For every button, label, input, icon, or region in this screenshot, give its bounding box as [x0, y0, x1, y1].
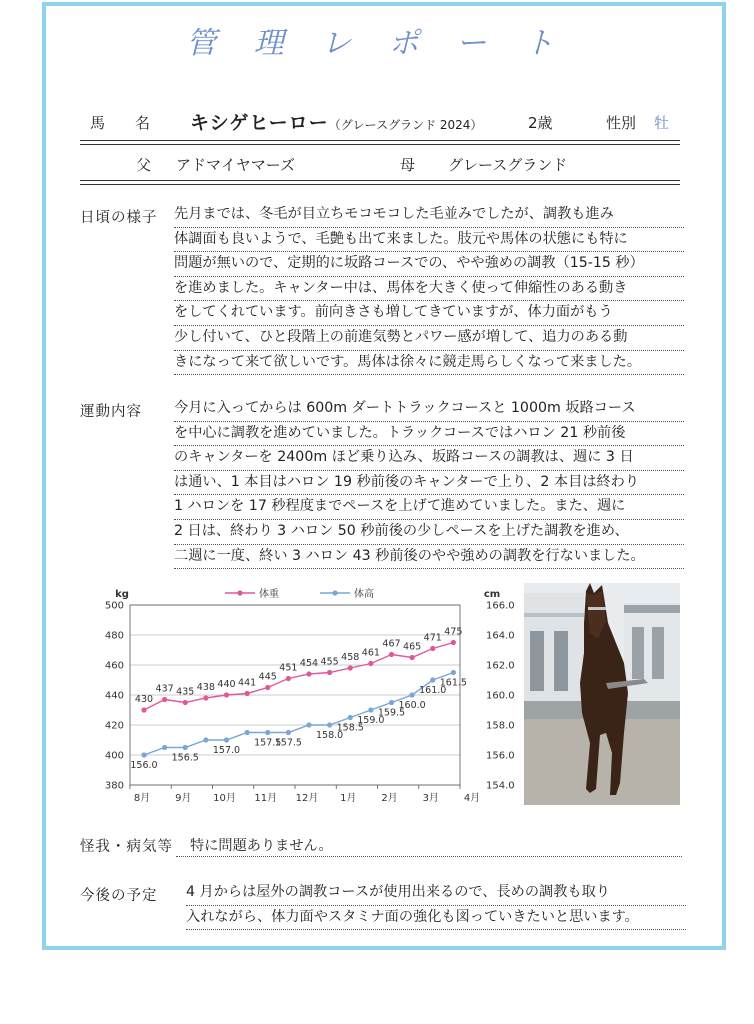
data-label: 471 — [423, 632, 442, 644]
horse-photo-illustration — [524, 583, 680, 805]
data-label: 467 — [382, 638, 401, 650]
data-label: 465 — [403, 641, 422, 653]
sire-label: 父 — [136, 156, 152, 174]
exercise-label: 運動内容 — [80, 404, 142, 420]
legend-label: 体重 — [259, 589, 279, 600]
exercise-line: 1 ハロンを 17 秒程度までペースを上げて進めていました。また、週に — [174, 495, 684, 520]
data-label: 160.0 — [398, 700, 426, 711]
data-label: 161.5 — [439, 677, 467, 689]
legend-marker — [332, 590, 337, 595]
horse-photo — [524, 583, 680, 805]
data-point — [306, 722, 311, 727]
data-point — [451, 640, 456, 645]
data-point — [286, 676, 291, 681]
injury-underline — [176, 856, 682, 857]
daily-line: 体調面も良いようで、毛艶も出て来ました。肢元や馬体の状態にも特に — [174, 228, 684, 253]
data-point — [368, 661, 373, 666]
growth-chart — [90, 585, 515, 815]
daily-line: 問題が無いので、定期的に坂路コースでの、やや強めの調教（15-15 秒） — [174, 252, 684, 277]
daily-text — [174, 203, 684, 375]
divider-parents — [80, 180, 680, 185]
right-tick-label: 160.0 — [486, 690, 515, 702]
data-point — [141, 752, 146, 757]
x-tick-label: 8月 — [133, 793, 151, 804]
exercise-line: 二週に一度、終い 3 ハロン 43 秒前後のやや強めの調教を行ないました。 — [174, 545, 684, 570]
data-label: 157.5 — [254, 737, 282, 749]
data-label: 157.0 — [212, 745, 241, 756]
exercise-line: を中心に調教を進めていました。トラックコースではハロン 21 秒前後 — [174, 422, 684, 447]
x-tick-label: 3月 — [422, 793, 439, 804]
data-label: 430 — [134, 694, 154, 705]
data-point — [162, 745, 167, 750]
data-label: 475 — [444, 626, 463, 638]
data-label: 458 — [341, 652, 360, 663]
data-point — [245, 691, 250, 696]
x-tick-label: 1月 — [340, 793, 357, 804]
data-point — [430, 646, 435, 651]
data-label: 440 — [217, 679, 236, 690]
data-label: 161.0 — [419, 685, 447, 696]
data-label: 159.5 — [377, 707, 406, 719]
left-tick-label: 380 — [104, 780, 124, 792]
data-point — [368, 707, 373, 712]
data-point — [327, 670, 332, 675]
data-point — [389, 700, 394, 705]
data-point — [265, 730, 270, 735]
data-label: 159.0 — [357, 715, 385, 726]
left-unit-label: kg — [115, 589, 129, 600]
plan-label: 今後の予定 — [80, 888, 158, 904]
exercise-line: 今月に入ってからは 600m ダートトラックコースと 1000m 坂路コース — [174, 397, 684, 422]
data-point — [389, 652, 394, 657]
exercise-line: は通い、1 本目はハロン 19 秒前後のキャンターで上り、2 本目は終わり — [174, 471, 684, 496]
horse-age: 2歳 — [528, 114, 553, 132]
data-point — [141, 707, 146, 712]
sex-label: 性別 — [606, 114, 637, 132]
data-label: 435 — [176, 686, 195, 698]
data-label: 156.0 — [130, 760, 158, 771]
data-point — [410, 655, 415, 660]
right-tick-label: 154.0 — [486, 780, 515, 792]
left-tick-label: 480 — [104, 630, 124, 642]
page-title: 管 理 レ ポ ー ト — [186, 26, 568, 61]
x-tick-label: 12月 — [295, 793, 319, 804]
horse-name-label: 馬 名 — [90, 114, 151, 132]
x-tick-label: 10月 — [213, 793, 236, 804]
daily-line: 先月までは、冬毛が目立ちモコモコした毛並みでしたが、調教も進み — [174, 203, 684, 228]
legend-marker — [237, 590, 242, 595]
legend-label: 体高 — [354, 589, 374, 600]
data-label: 455 — [320, 656, 339, 668]
right-tick-label: 162.0 — [486, 660, 515, 672]
data-label: 157.5 — [274, 737, 302, 749]
divider-name — [80, 140, 680, 145]
data-point — [348, 715, 353, 720]
data-point — [348, 665, 353, 670]
data-label: 156.5 — [171, 752, 199, 764]
x-tick-label: 11月 — [254, 793, 278, 804]
right-tick-label: 156.0 — [486, 750, 515, 762]
data-point — [451, 670, 456, 675]
data-point — [327, 722, 332, 727]
horse-name-sub: （グレースグランド 2024） — [328, 118, 483, 132]
left-tick-label: 420 — [104, 720, 124, 732]
data-point — [430, 677, 435, 682]
right-tick-label: 158.0 — [486, 720, 515, 732]
data-label: 158.5 — [336, 722, 364, 734]
data-point — [224, 692, 229, 697]
horse-sex: 牡 — [654, 114, 670, 132]
data-point — [286, 730, 291, 735]
dam-name: グレースグランド — [448, 156, 568, 174]
data-label: 441 — [238, 677, 257, 689]
left-tick-label: 460 — [104, 660, 124, 672]
plan-line: 4 月からは屋外の調教コースが使用出来るので、長めの調教も取り — [186, 881, 686, 906]
horse-name-group — [190, 108, 482, 135]
left-tick-label: 500 — [104, 600, 124, 612]
sire-name: アドマイヤマーズ — [176, 156, 295, 174]
right-tick-label: 164.0 — [486, 630, 515, 642]
data-point — [245, 730, 250, 735]
x-tick-label: 2月 — [381, 793, 398, 804]
data-point — [183, 745, 188, 750]
data-label: 451 — [279, 662, 298, 674]
injury-text: 特に問題ありません。 — [190, 838, 333, 854]
exercise-line: 2 日は、終わり 3 ハロン 50 秒前後の少しペースを上げた調教を進め、 — [174, 520, 684, 545]
injury-label: 怪我・病気等 — [80, 839, 173, 855]
right-unit-label: cm — [483, 589, 501, 600]
data-label: 438 — [196, 682, 215, 693]
left-tick-label: 400 — [104, 750, 124, 762]
data-label: 445 — [258, 671, 277, 683]
data-label: 454 — [299, 658, 319, 669]
data-point — [224, 737, 229, 742]
daily-line: をしてくれています。前向きさも増してきていますが、体力面がもう — [174, 301, 684, 326]
dam-label: 母 — [400, 156, 416, 174]
data-point — [306, 671, 311, 676]
x-tick-label: 4月 — [463, 793, 481, 804]
data-label: 461 — [361, 647, 380, 659]
data-point — [410, 692, 415, 697]
data-point — [183, 700, 188, 705]
x-tick-label: 9月 — [175, 793, 192, 804]
data-point — [203, 737, 208, 742]
data-point — [203, 695, 208, 700]
exercise-text — [174, 397, 684, 569]
data-label: 158.0 — [316, 730, 344, 741]
daily-line: 少し付いて、ひと段階上の前進気勢とパワー感が増して、追力のある動 — [174, 326, 684, 351]
daily-line: を進めました。キャンター中は、馬体を大きく使って伸縮性のある動き — [174, 277, 684, 302]
exercise-line: のキャンターを 2400m ほど乗り込み、坂路コースの調教は、週に 3 日 — [174, 446, 684, 471]
data-point — [265, 685, 270, 690]
daily-line: きになって来て欲しいです。馬体は徐々に競走馬らしくなって来ました。 — [174, 351, 684, 376]
plan-line: 入れながら、体力面やスタミナ面の強化も図っていきたいと思います。 — [186, 906, 686, 931]
data-point — [162, 697, 167, 702]
data-label: 437 — [155, 683, 174, 695]
right-tick-label: 166.0 — [486, 600, 515, 612]
horse-name: キシゲヒーロー — [190, 112, 329, 134]
daily-label: 日頃の様子 — [80, 210, 158, 226]
left-tick-label: 440 — [104, 690, 124, 702]
plan-text — [186, 881, 686, 930]
